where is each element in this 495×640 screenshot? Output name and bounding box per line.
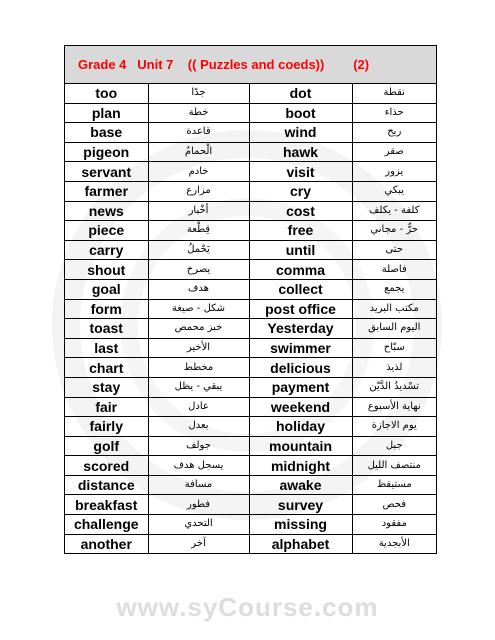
english-word: breakfast — [65, 495, 148, 515]
english-word: weekend — [249, 397, 352, 417]
arabic-meaning: خطة — [148, 103, 249, 123]
english-word: until — [249, 240, 352, 260]
english-word: payment — [249, 377, 352, 397]
english-word: Yesterday — [249, 319, 352, 339]
table-row — [65, 338, 436, 358]
arabic-meaning: حذاء — [352, 103, 436, 123]
arabic-meaning: حرٌّ - مجاني — [352, 221, 436, 241]
english-word: comma — [249, 260, 352, 280]
arabic-meaning: يوم الاجازة — [352, 417, 436, 437]
arabic-meaning: تسْديدُ الدَّيْن — [352, 377, 436, 397]
arabic-meaning: لذيذ — [352, 358, 436, 378]
table-row — [65, 123, 436, 143]
arabic-meaning: حتى — [352, 240, 436, 260]
table-row — [65, 495, 436, 515]
arabic-meaning: الأبجدية — [352, 534, 436, 553]
table-row — [65, 475, 436, 495]
arabic-meaning: يبقي - يظل — [148, 377, 249, 397]
arabic-meaning: فحص — [352, 495, 436, 515]
english-word: golf — [65, 436, 148, 456]
english-word: stay — [65, 377, 148, 397]
english-word: delicious — [249, 358, 352, 378]
english-word: awake — [249, 475, 352, 495]
arabic-meaning: جولف — [148, 436, 249, 456]
table-row — [65, 417, 436, 437]
english-word: hawk — [249, 142, 352, 162]
arabic-meaning: قاعدة — [148, 123, 249, 143]
table-row — [65, 319, 436, 339]
english-word: form — [65, 299, 148, 319]
arabic-meaning: مفقود — [352, 515, 436, 535]
english-word: missing — [249, 515, 352, 535]
english-word: farmer — [65, 181, 148, 201]
arabic-meaning: صقر — [352, 142, 436, 162]
arabic-meaning: الأخير — [148, 338, 249, 358]
arabic-meaning: يجمع — [352, 279, 436, 299]
english-word: visit — [249, 162, 352, 182]
arabic-meaning: آخر — [148, 534, 249, 553]
arabic-meaning: شكل - صيغة — [148, 299, 249, 319]
english-word: carry — [65, 240, 148, 260]
english-word: news — [65, 201, 148, 221]
arabic-meaning: مستيقظ — [352, 475, 436, 495]
english-word: chart — [65, 358, 148, 378]
arabic-meaning: كلفة - يكلف — [352, 201, 436, 221]
table-row — [65, 534, 436, 553]
arabic-meaning: جدًا — [148, 84, 249, 103]
arabic-meaning: يزور — [352, 162, 436, 182]
english-word: collect — [249, 279, 352, 299]
table-row — [65, 515, 436, 535]
arabic-meaning: نقطة — [352, 84, 436, 103]
arabic-meaning: منتصف الليل — [352, 456, 436, 476]
arabic-meaning: مخطط — [148, 358, 249, 378]
english-word: too — [65, 84, 148, 103]
arabic-meaning: الْحمامُ — [148, 142, 249, 162]
english-word: post office — [249, 299, 352, 319]
table-row — [65, 142, 436, 162]
arabic-meaning: ريح — [352, 123, 436, 143]
table-row — [65, 299, 436, 319]
table-row — [65, 84, 436, 103]
english-word: survey — [249, 495, 352, 515]
english-word: challenge — [65, 515, 148, 535]
english-word: swimmer — [249, 338, 352, 358]
arabic-meaning: مسافة — [148, 475, 249, 495]
english-word: wind — [249, 123, 352, 143]
english-word: fair — [65, 397, 148, 417]
english-word: shout — [65, 260, 148, 280]
english-word: last — [65, 338, 148, 358]
vocabulary-sheet — [64, 45, 437, 554]
arabic-meaning: يسجل هدف — [148, 456, 249, 476]
sheet-title: Grade 4 Unit 7 (( Puzzles and coeds)) (2) — [65, 46, 436, 84]
arabic-meaning: بعدل — [148, 417, 249, 437]
vocabulary-table — [65, 84, 436, 553]
english-word: holiday — [249, 417, 352, 437]
arabic-meaning: مكتب البريد — [352, 299, 436, 319]
arabic-meaning: خبز محمص — [148, 319, 249, 339]
table-row — [65, 358, 436, 378]
arabic-meaning: يبكي — [352, 181, 436, 201]
english-word: dot — [249, 84, 352, 103]
table-row — [65, 436, 436, 456]
english-word: boot — [249, 103, 352, 123]
arabic-meaning: خادم — [148, 162, 249, 182]
arabic-meaning: التحدي — [148, 515, 249, 535]
arabic-meaning: يَحْملُ — [148, 240, 249, 260]
english-word: pigeon — [65, 142, 148, 162]
english-word: mountain — [249, 436, 352, 456]
arabic-meaning: سبّاح — [352, 338, 436, 358]
table-row — [65, 397, 436, 417]
english-word: cry — [249, 181, 352, 201]
table-row — [65, 103, 436, 123]
arabic-meaning: هدف — [148, 279, 249, 299]
english-word: alphabet — [249, 534, 352, 553]
arabic-meaning: فطور — [148, 495, 249, 515]
english-word: goal — [65, 279, 148, 299]
table-row — [65, 181, 436, 201]
arabic-meaning: يصرخ — [148, 260, 249, 280]
english-word: base — [65, 123, 148, 143]
table-row — [65, 377, 436, 397]
table-row — [65, 201, 436, 221]
table-row — [65, 260, 436, 280]
english-word: free — [249, 221, 352, 241]
english-word: another — [65, 534, 148, 553]
english-word: plan — [65, 103, 148, 123]
english-word: distance — [65, 475, 148, 495]
table-row — [65, 221, 436, 241]
english-word: servant — [65, 162, 148, 182]
arabic-meaning: عادل — [148, 397, 249, 417]
table-row — [65, 240, 436, 260]
table-row — [65, 162, 436, 182]
arabic-meaning: اليوم السابق — [352, 319, 436, 339]
arabic-meaning: جبل — [352, 436, 436, 456]
english-word: scored — [65, 456, 148, 476]
english-word: fairly — [65, 417, 148, 437]
arabic-meaning: مزارع — [148, 181, 249, 201]
english-word: cost — [249, 201, 352, 221]
arabic-meaning: فاصلة — [352, 260, 436, 280]
arabic-meaning: قِطْعة — [148, 221, 249, 241]
arabic-meaning: أخْبار — [148, 201, 249, 221]
english-word: midnight — [249, 456, 352, 476]
table-row — [65, 456, 436, 476]
footer-watermark: www.syCourse.com — [116, 592, 379, 622]
arabic-meaning: نهاية الأسبوع — [352, 397, 436, 417]
english-word: piece — [65, 221, 148, 241]
table-row — [65, 279, 436, 299]
english-word: toast — [65, 319, 148, 339]
